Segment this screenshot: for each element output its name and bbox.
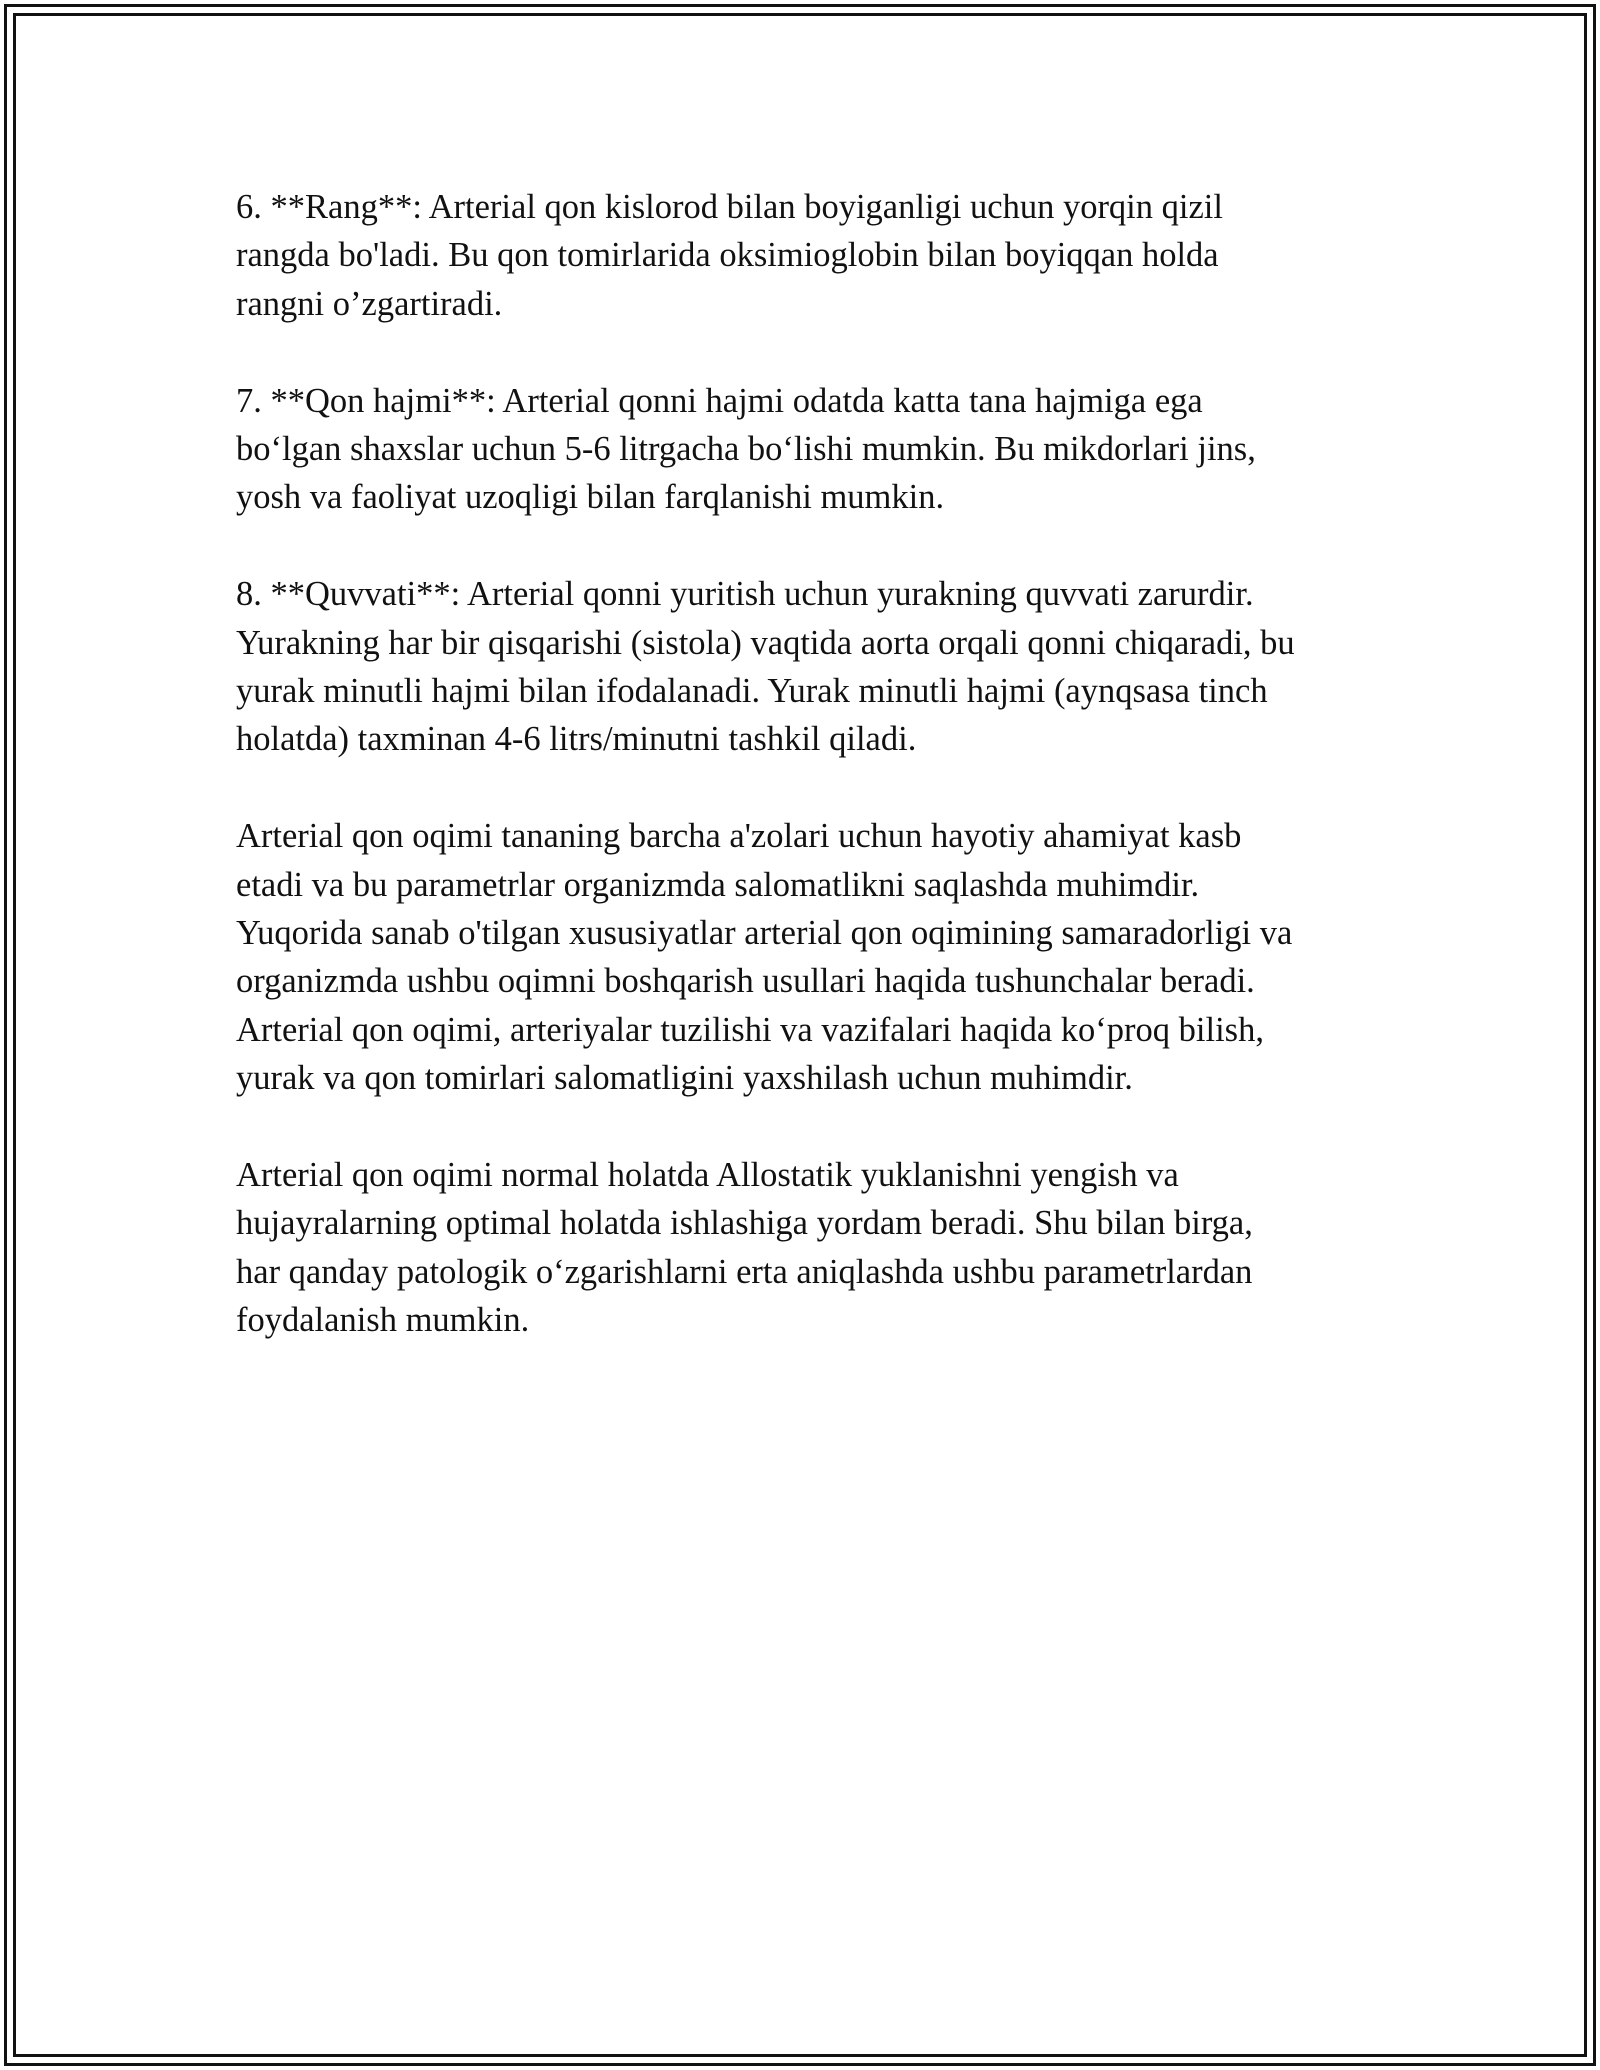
text-line: yurak va qon tomirlari salomatligini yaxshilash uchun muhimdir. <box>236 1059 1133 1098</box>
text-line: hujayralarning optimal holatda ishlashiga yordam beradi. Shu bilan birga, <box>236 1204 1253 1243</box>
text-line: rangda bo'ladi. Bu qon tomirlarida oksimioglobin bilan boyiqqan holda <box>236 236 1219 275</box>
paragraph-rang <box>236 183 1386 328</box>
paragraph-quvvati <box>236 570 1386 764</box>
text-line: 8. **Quvvati**: Arterial qonni yuritish uchun yurakning quvvati zarurdir. <box>236 575 1254 614</box>
text-line: Arterial qon oqimi tananing barcha a'zolari uchun hayotiy ahamiyat kasb <box>236 817 1242 856</box>
text-line: rangni o’zgartiradi. <box>236 284 503 323</box>
text-line: yosh va faoliyat uzoqligi bilan farqlanishi mumkin. <box>236 478 945 517</box>
paragraph-qon-hajmi <box>236 377 1386 522</box>
text-line: Arterial qon oqimi normal holatda Allostatik yuklanishni yengish va <box>236 1156 1179 1195</box>
text-line: 7. **Qon hajmi**: Arterial qonni hajmi odatda katta tana hajmiga ega <box>236 381 1203 420</box>
text-line: 6. **Rang**: Arterial qon kislorod bilan boyiganligi uchun yorqin qizil <box>236 188 1223 226</box>
text-line: Yuqorida sanab o'tilgan xususiyatlar arterial qon oqimining samaradorligi va <box>236 914 1293 953</box>
paragraph-conclusion <box>236 1151 1386 1345</box>
text-line: yurak minutli hajmi bilan ifodalanadi. Yurak minutli hajmi (aynqsasa tinch <box>236 672 1268 711</box>
text-line: Arterial qon oqimi, arteriyalar tuzilishi va vazifalari haqida ko‘proq bilish, <box>236 1010 1264 1049</box>
paragraph-summary <box>236 812 1386 1102</box>
text-line: etadi va bu parametrlar organizmda salomatlikni saqlashda muhimdir. <box>236 865 1200 904</box>
document-body <box>236 183 1386 1393</box>
text-line: organizmda ushbu oqimni boshqarish usullari haqida tushunchalar beradi. <box>236 962 1255 1001</box>
text-line: bo‘lgan shaxslar uchun 5-6 litrgacha bo‘lishi mumkin. Bu mikdorlari jins, <box>236 430 1256 469</box>
text-line: Yurakning har bir qisqarishi (sistola) vaqtida aorta orqali qonni chiqaradi, bu <box>236 623 1295 662</box>
text-line: holatda) taxminan 4-6 litrs/minutni tashkil qiladi. <box>236 720 917 759</box>
text-line: har qanday patologik o‘zgarishlarni erta aniqlashda ushbu parametrlardan <box>236 1252 1253 1291</box>
text-line: foydalanish mumkin. <box>236 1301 530 1340</box>
